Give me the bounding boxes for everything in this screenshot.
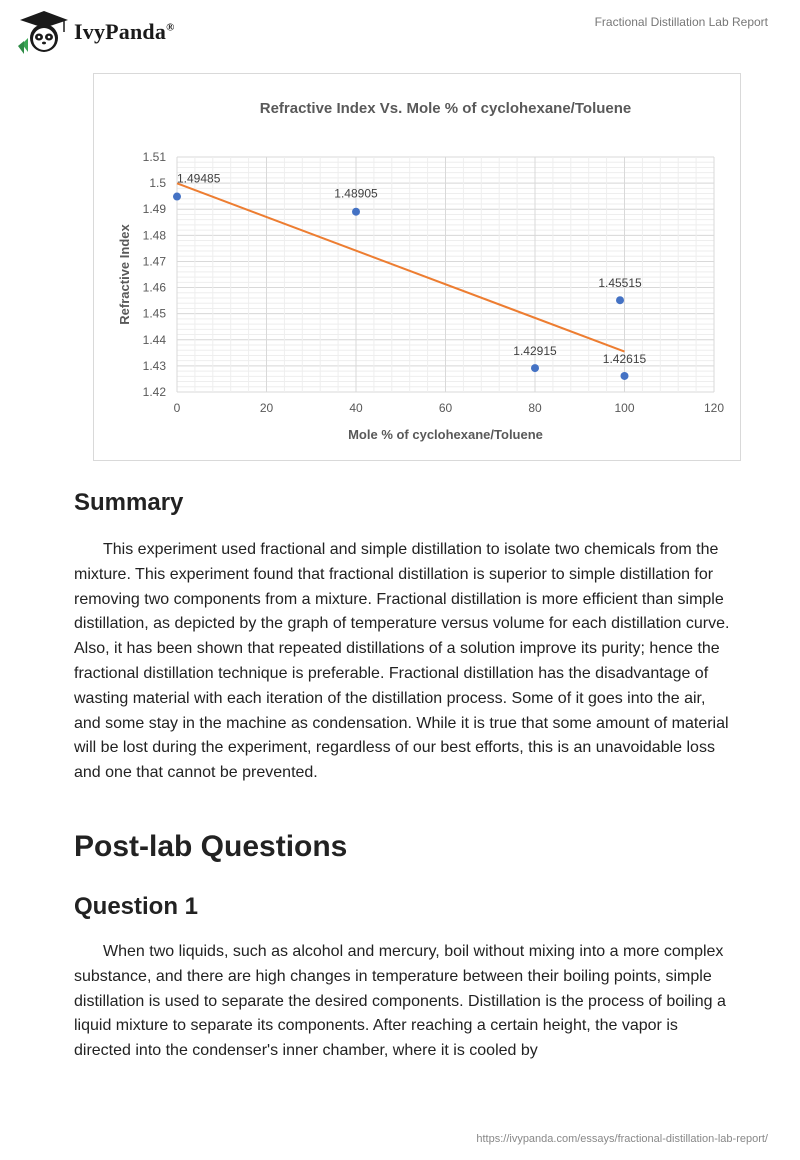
y-tick-label: 1.51 <box>142 150 166 164</box>
data-point <box>352 208 360 216</box>
data-point <box>616 296 624 304</box>
x-tick-label: 0 <box>173 401 181 415</box>
refractive-index-chart <box>93 73 741 461</box>
data-label: 1.42615 <box>602 351 647 366</box>
y-tick-label: 1.48 <box>142 228 166 243</box>
y-tick-label: 1.49 <box>142 202 166 217</box>
x-tick-label: 20 <box>259 401 274 415</box>
data-label: 1.42915 <box>513 344 557 359</box>
data-label: 1.45515 <box>598 276 642 291</box>
data-point <box>173 193 181 201</box>
y-tick-label: 1.45 <box>142 306 166 321</box>
y-tick-label: 1.44 <box>142 332 166 347</box>
y-tick-label: 1.42 <box>142 385 166 399</box>
data-label: 1.49485 <box>177 171 221 186</box>
x-tick-label: 100 <box>614 401 635 415</box>
summary-heading: Summary <box>74 489 184 516</box>
x-tick-label: 60 <box>438 401 453 415</box>
chart-title: Refractive Index Vs. Mole % of cyclohexane/Toluene <box>259 100 632 117</box>
question-1-heading: Question 1 <box>74 893 199 920</box>
summary-paragraph: This experiment used fractional and simple distillation to isolate two chemicals from the mixture. This experiment found that fractional distillation is superior to simple distillation for removing two components from a mixture. Fractional distillation is more efficient than simple distillation, as depicted by the graph of temperature versus volume for each distillation curve. Also, it has been shown that repeated distillations of a solution improve its purity; hence the fractional distillation technique is preferable. Fractional distillation has the disadvantage of wasting material with each iteration of the distillation process. Some of it goes into the air, and some stay in the machine as condensation. While it is true that some amount of material will be lost during the experiment, regardless of our best efforts, this is an unavoidable loss and one that cannot be prevented. <box>74 541 730 782</box>
post-lab-heading: Post-lab Questions <box>74 830 348 863</box>
y-tick-label: 1.43 <box>142 358 166 373</box>
x-tick-label: 120 <box>703 401 725 415</box>
data-label: 1.48905 <box>334 186 378 201</box>
x-tick-label: 40 <box>349 401 363 415</box>
y-axis-label: Refractive Index <box>117 224 132 325</box>
registered-mark: ® <box>166 21 175 34</box>
x-axis-label: Mole % of cyclohexane/Toluene <box>348 427 543 442</box>
brand-name: IvyPanda <box>74 19 167 44</box>
chart-canvas <box>94 74 740 460</box>
data-point <box>531 364 539 372</box>
y-tick-label: 1.46 <box>142 280 166 295</box>
data-point <box>621 372 629 380</box>
trendline <box>177 183 625 351</box>
document-title: Fractional Distillation Lab Report <box>594 15 768 29</box>
panda-graduate-icon <box>14 8 70 56</box>
ivypanda-logo[interactable] <box>14 8 175 56</box>
source-url[interactable]: https://ivypanda.com/essays/fractional-distillation-lab-report/ <box>476 1133 768 1145</box>
y-tick-label: 1.47 <box>142 254 166 269</box>
x-tick-label: 80 <box>528 401 542 415</box>
question-1-paragraph: When two liquids, such as alcohol and mercury, boil without mixing into a more complex substance, and there are high changes in temperature between their boiling points, simple distillation is used to separate the desired components. Distillation is the process of boiling a liquid mixture to separate its components. After reaching a certain height, the vapor is directed into the condenser's inner chamber, where it is cooled by <box>74 943 726 1060</box>
y-tick-label: 1.5 <box>149 176 166 191</box>
page-header <box>0 0 800 60</box>
